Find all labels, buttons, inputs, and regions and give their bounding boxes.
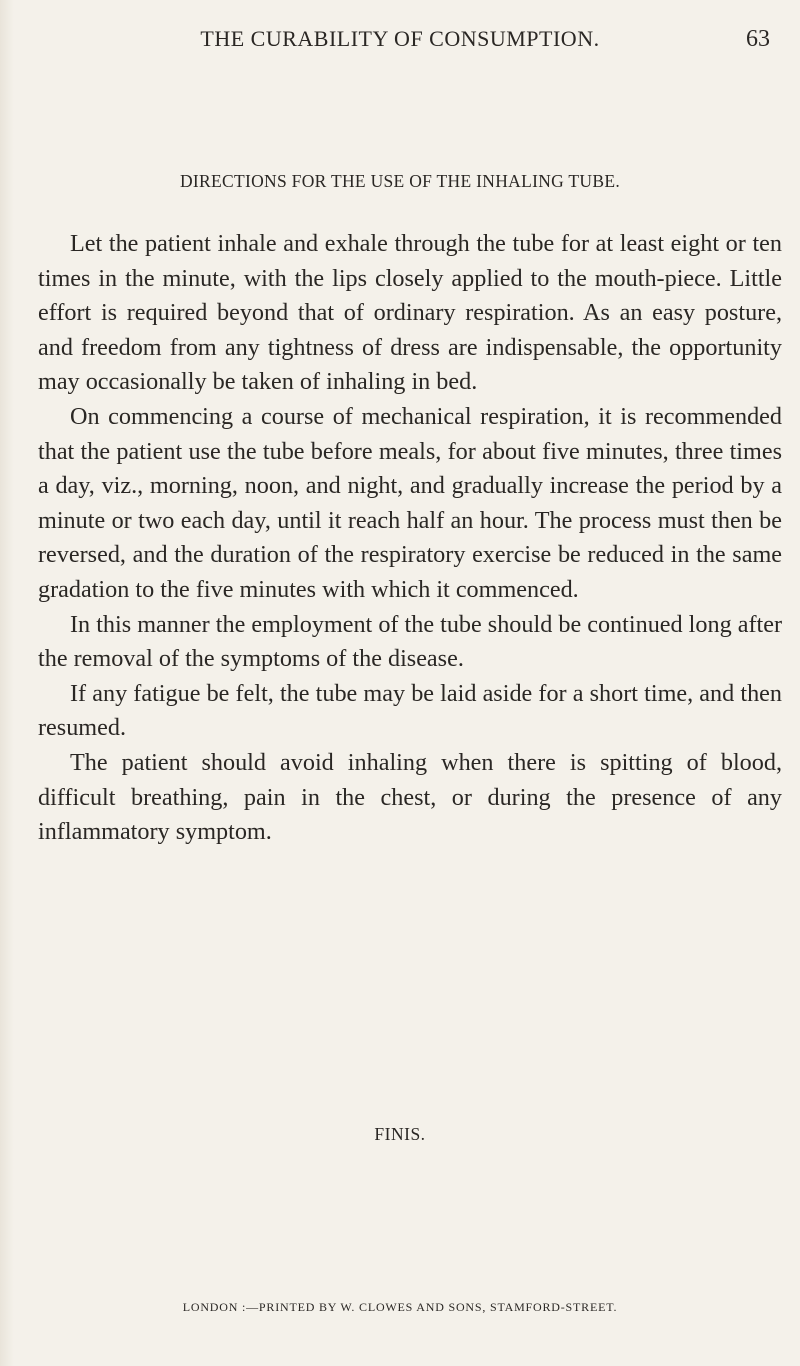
paragraph: If any fatigue be felt, the tube may be laid aside for a short time, and then resumed. xyxy=(38,679,782,742)
running-title: THE CURABILITY OF CONSUMPTION. xyxy=(200,26,600,51)
page-gutter-shadow xyxy=(0,0,14,1366)
section-heading: DIRECTIONS FOR THE USE OF THE INHALING TUBE. xyxy=(179,171,620,191)
paragraph: In this manner the employment of the tube should be continued long after the removal of the symptoms of the disease. xyxy=(38,610,783,673)
paragraph: Let the patient inhale and exhale through the tube for at least eight or ten times in the minute, with the lips closely applied to the mouth-piece. Little effort is required beyond that of ordinary respiration. As an easy posture, and freedom from any tightness of dress are indispensable, the opportunity may occasionally be taken of inhaling in bed. xyxy=(38,230,782,396)
paragraph: On commencing a course of mechanical respiration, it is recommended that the patient use the tube before meals, for about five minutes, three times a day, viz., morning, noon, and night, and gradually increase the period by a minute or two each day, until it reach half an hour. The process must then be reversed, and the duration of the respiratory exercise be reduced in the same gradation to the five minutes with which it commenced. xyxy=(38,402,782,603)
paragraph: The patient should avoid inhaling when there is spitting of blood, difficult breathing, pain in the chest, or during the presence of any inflammatory symptom. xyxy=(38,748,782,846)
page-number: 63 xyxy=(746,26,770,52)
running-head xyxy=(0,26,800,56)
body-text xyxy=(38,227,782,850)
finis: FINIS. xyxy=(374,1124,426,1144)
printer-imprint: LONDON :—PRINTED BY W. CLOWES AND SONS, STAMFORD-STREET. xyxy=(182,1300,618,1314)
